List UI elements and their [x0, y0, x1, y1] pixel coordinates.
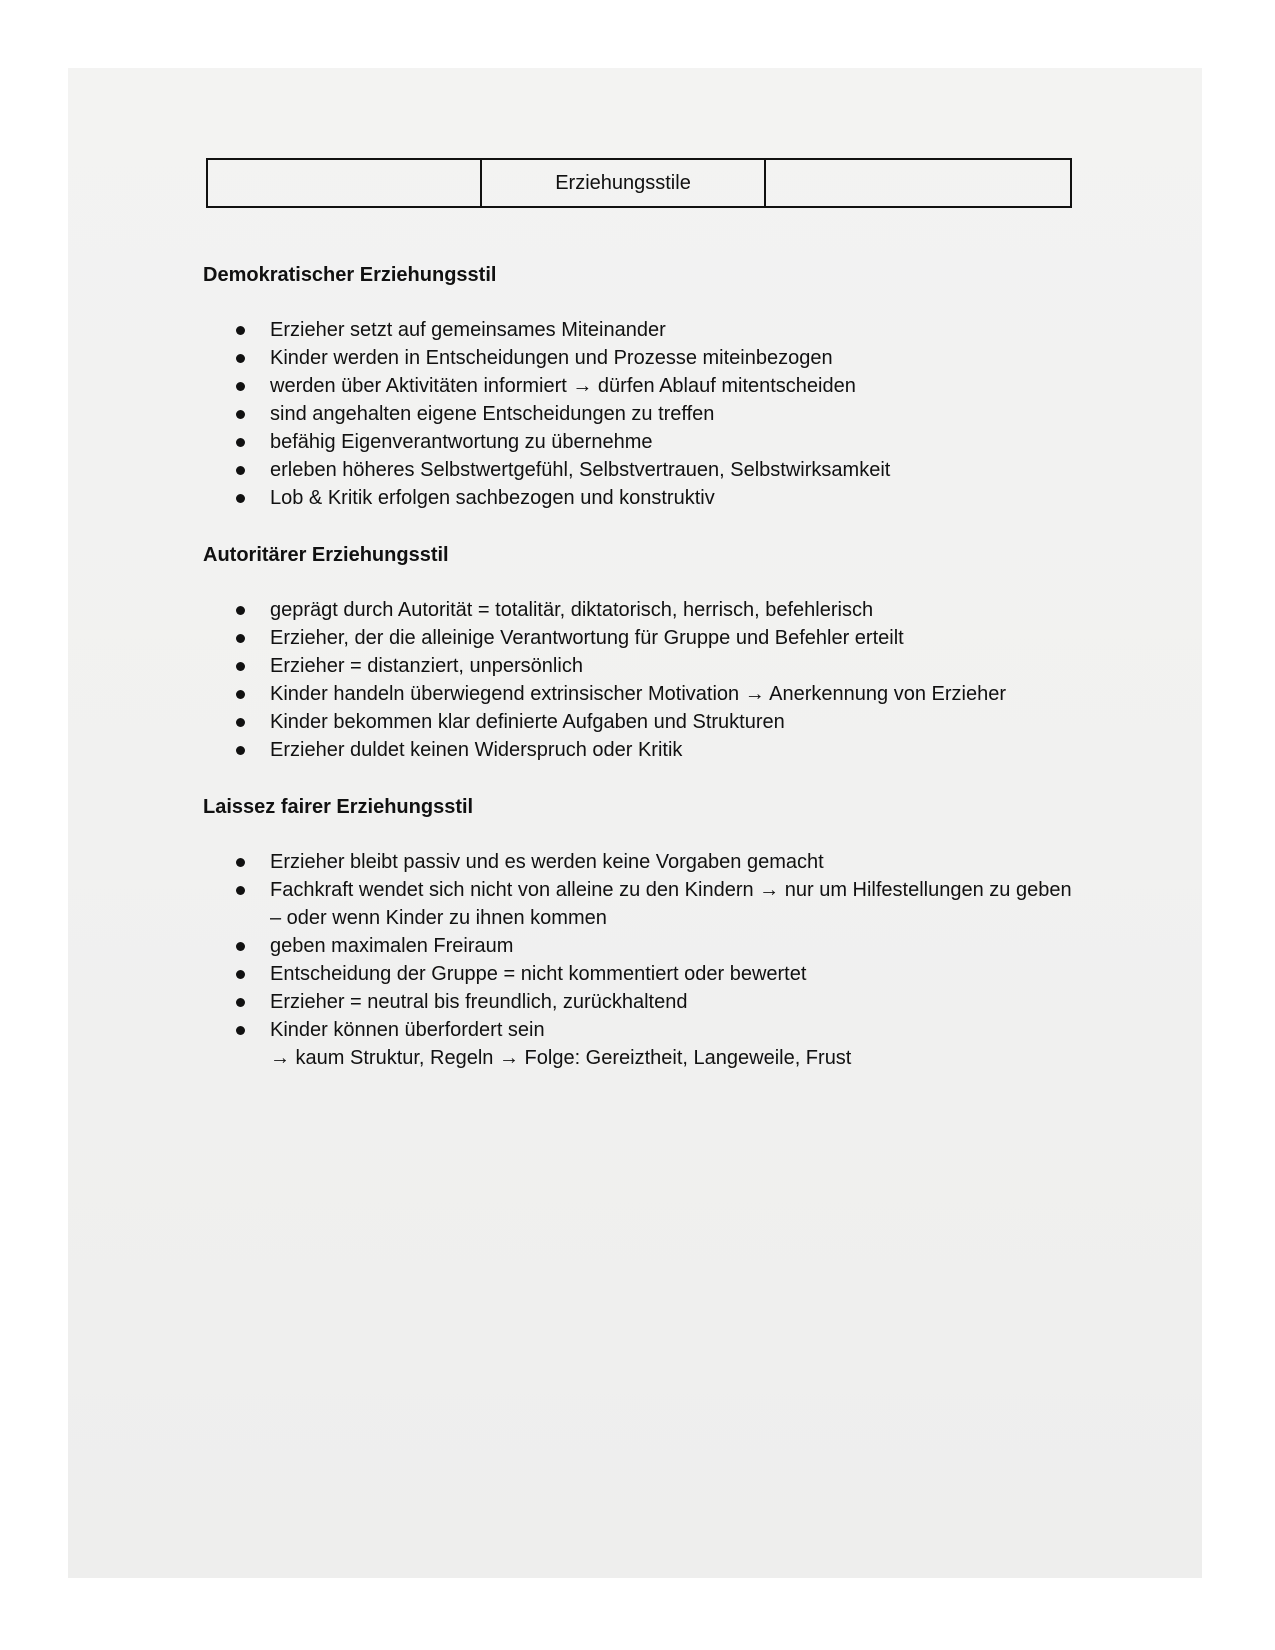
header-cell-left	[207, 159, 481, 207]
bullet-icon	[236, 690, 245, 699]
list-laissez-faire	[203, 848, 1083, 1072]
list-item-text: sind angehalten eigene Entscheidungen zu treffen	[270, 403, 715, 425]
list-item	[270, 960, 1083, 988]
bullet-icon	[236, 494, 245, 503]
list-item	[270, 708, 1083, 736]
list-item	[270, 400, 1083, 428]
list-item-text: → kaum Struktur, Regeln → Folge: Gereiztheit, Langeweile, Frust	[270, 1047, 852, 1069]
bullet-icon	[236, 858, 245, 867]
list-item-text: geben maximalen Freiraum	[270, 935, 514, 957]
list-autoritaer	[203, 596, 1083, 764]
list-item-text: Erzieher bleibt passiv und es werden keine Vorgaben gemacht	[270, 851, 824, 873]
list-item	[270, 484, 1083, 512]
list-item-text: Fachkraft wendet sich nicht von alleine zu den Kindern → nur um Hilfestellungen zu geben – oder wenn Kinder zu ihnen kommen	[270, 879, 1072, 929]
bullet-icon	[236, 410, 245, 419]
list-item	[270, 596, 1083, 624]
bullet-icon	[236, 634, 245, 643]
list-item	[270, 848, 1083, 876]
list-item	[270, 624, 1083, 652]
bullet-icon	[236, 438, 245, 447]
list-item-text: Lob & Kritik erfolgen sachbezogen und konstruktiv	[270, 487, 715, 509]
list-item	[270, 652, 1083, 680]
bullet-icon	[236, 970, 245, 979]
list-item-text: Erzieher setzt auf gemeinsames Miteinander	[270, 319, 666, 341]
bullet-icon	[236, 382, 245, 391]
list-item-text: geprägt durch Autorität = totalitär, diktatorisch, herrisch, befehlerisch	[270, 599, 874, 621]
list-item-text: befähig Eigenverantwortung zu übernehme	[270, 431, 653, 453]
list-item	[270, 988, 1083, 1016]
list-item	[270, 1016, 1083, 1044]
section-title-laissez-faire: Laissez fairer Erziehungsstil	[203, 796, 474, 818]
list-demokratisch	[203, 316, 1083, 512]
list-item	[270, 736, 1083, 764]
list-item	[270, 680, 1083, 708]
section-title-autoritaer: Autoritärer Erziehungsstil	[203, 544, 449, 566]
list-item	[270, 344, 1083, 372]
bullet-icon	[236, 886, 245, 895]
bullet-icon	[236, 718, 245, 727]
document-content	[203, 262, 1083, 1102]
list-item	[270, 876, 1083, 932]
section-title-demokratisch: Demokratischer Erziehungsstil	[203, 264, 497, 286]
list-item-text: Erzieher = distanziert, unpersönlich	[270, 655, 583, 677]
list-item-text: erleben höheres Selbstwertgefühl, Selbstvertrauen, Selbstwirksamkeit	[270, 459, 891, 481]
header-row	[207, 159, 1071, 207]
list-item-text: Erzieher = neutral bis freundlich, zurückhaltend	[270, 991, 688, 1013]
list-item-continuation	[270, 1044, 1083, 1072]
header-cell-right	[765, 159, 1071, 207]
list-item	[270, 932, 1083, 960]
header-cell-title: Erziehungsstile	[481, 159, 765, 207]
list-item	[270, 372, 1083, 400]
bullet-icon	[236, 942, 245, 951]
list-item-text: Erzieher, der die alleinige Verantwortung für Gruppe und Befehler erteilt	[270, 627, 904, 649]
list-item	[270, 456, 1083, 484]
list-item-text: Erzieher duldet keinen Widerspruch oder Kritik	[270, 739, 683, 761]
list-item-text: Kinder werden in Entscheidungen und Prozesse miteinbezogen	[270, 347, 833, 369]
bullet-icon	[236, 662, 245, 671]
bullet-icon	[236, 606, 245, 615]
list-item	[270, 316, 1083, 344]
list-item-text: werden über Aktivitäten informiert → dürfen Ablauf mitentscheiden	[270, 375, 856, 397]
bullet-icon	[236, 998, 245, 1007]
bullet-icon	[236, 326, 245, 335]
list-item-text: Entscheidung der Gruppe = nicht kommentiert oder bewertet	[270, 963, 807, 985]
list-item-text: Kinder bekommen klar definierte Aufgaben und Strukturen	[270, 711, 785, 733]
header-table	[206, 158, 1072, 208]
list-item-text: Kinder können überfordert sein	[270, 1019, 545, 1041]
list-item-text: Kinder handeln überwiegend extrinsischer Motivation → Anerkennung von Erzieher	[270, 683, 1006, 705]
bullet-icon	[236, 1026, 245, 1035]
bullet-icon	[236, 746, 245, 755]
list-item	[270, 428, 1083, 456]
bullet-icon	[236, 354, 245, 363]
bullet-icon	[236, 466, 245, 475]
